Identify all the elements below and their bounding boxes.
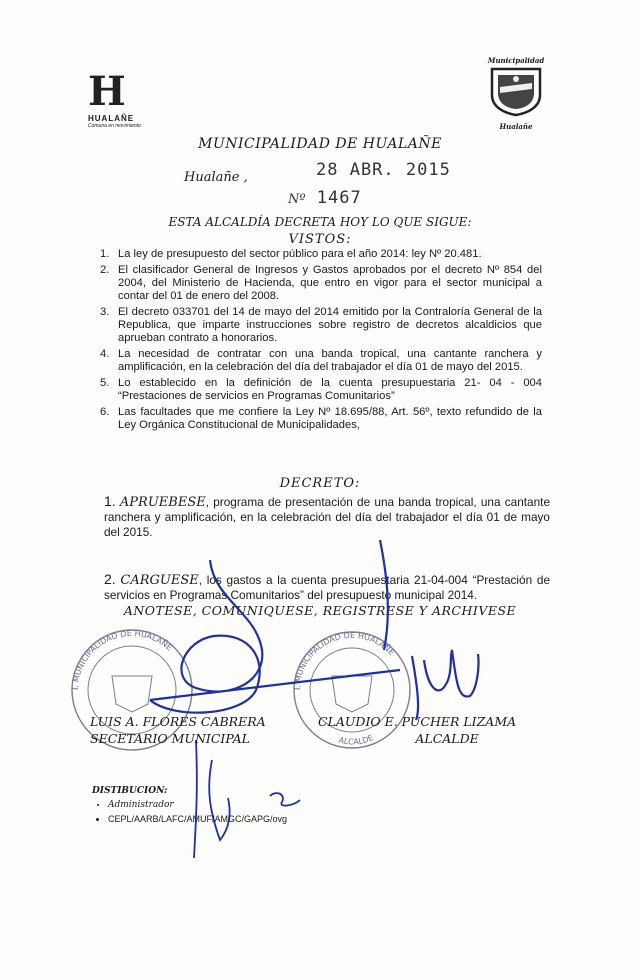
date-stamp: 28 ABR. 2015 (316, 160, 451, 180)
signature-alcalde (380, 540, 479, 720)
vistos-heading: VISTOS: (288, 232, 352, 247)
decree-number-value: 1467 (316, 188, 362, 208)
decreto-keyword: APRUEBESE (119, 495, 206, 510)
hualane-logo (88, 68, 168, 129)
decree-number-label: Nº (288, 192, 306, 207)
document-place: Hualañe , (184, 170, 248, 185)
list-item: 5. Lo establecido en la definición de la cuenta presupuestaria 21- 04 - 004 “Prestaciones de servicios en Programas Comunitarios” (100, 377, 542, 402)
signer-role: SECETARIO MUNICIPAL (90, 731, 250, 746)
crest-shield-icon (486, 65, 546, 117)
logo-tagline: Comuna en movimiento (88, 123, 141, 129)
distribution (92, 786, 287, 826)
signer-name: CLAUDIO E. PUCHER LIZAMA (318, 714, 517, 729)
logo-mark: H (88, 68, 124, 115)
crest-bottom-text: Hualañe (499, 122, 533, 131)
signer-secretario (90, 714, 266, 746)
signer-alcalde (318, 714, 516, 746)
signer-name: LUIS A. FLORES CABRERA (90, 714, 266, 729)
intro-line: ESTA ALCALDÍA DECRETA HOY LO QUE SIGUE: (168, 215, 472, 229)
decreto-item-1: 1. APRUEBESE, programa de presentación de una banda tropical, una cantante ranchera y amplificación, en la celebración del día del trabajador el día 01 de mayo del 2015. (104, 493, 551, 539)
decreto-heading: DECRETO: (279, 476, 361, 491)
decree-number (288, 188, 362, 208)
svg-text:I. MUNICIPALIDAD DE HUALAÑE: I. MUNICIPALIDAD DE HUALAÑE (70, 628, 174, 691)
vistos-list (96, 248, 542, 435)
closing-line: ANOTESE, COMUNIQUESE, REGISTRESE Y ARCHIVESE (123, 603, 517, 618)
list-item: • CEPL/AARB/LAFC/AMUF/AMGC/GAPG/ovg (108, 812, 287, 826)
decreto-keyword: CARGUESE (120, 573, 199, 588)
svg-text:I. MUNICIPALIDAD DE HUALAÑE: I. MUNICIPALIDAD DE HUALAÑE (292, 630, 397, 691)
crest-top-text: Municipalidad (487, 56, 545, 65)
distribution-list (92, 798, 287, 826)
list-item: 2. El clasificador General de Ingresos y Gastos aprobados por el decreto Nº 854 del 2004, del Ministerio de Hacienda, que entro en vigor para el sector municipal a contar del 01 de enero del 2008. (100, 264, 542, 302)
list-item: 6. Las facultades que me confiere la Ley Nº 18.695/88, Art. 56º, texto refundido de la Ley Orgánica Constitucional de Municipalidades, (100, 406, 542, 431)
svg-text:ALCALDE: ALCALDE (337, 733, 375, 747)
signer-role: ALCALDE (415, 731, 479, 746)
distribution-label: DISTIBUCION: (92, 786, 168, 796)
document-title: MUNICIPALIDAD DE HUALAÑE (198, 136, 442, 152)
municipal-crest (484, 56, 548, 131)
list-item: • Administrador (108, 798, 287, 812)
list-item: 3. El decreto 033701 del 14 de mayo del 2014 emitido por la Contraloría General de la Republica, que imparte instrucciones sobre registro de decretos alcaldicios que aprueban contrato a honorarios. (100, 306, 542, 344)
list-item: 4. La necesidad de contratar con una banda tropical, una cantante ranchera y amplificación, en la celebración del día del trabajador el día 01 de mayo del 2015. (100, 348, 542, 373)
decreto-item-2: 2. CARGUESE, los gastos a la cuenta presupuestaria 21-04-004 “Prestación de servicios en Programas Comunitarios” del presupuesto municipal 2014. (104, 571, 551, 602)
list-item: 1. La ley de presupuesto del sector público para el año 2014: ley Nº 20.481. (100, 248, 482, 260)
logo-name: HUALAÑE (88, 114, 135, 123)
